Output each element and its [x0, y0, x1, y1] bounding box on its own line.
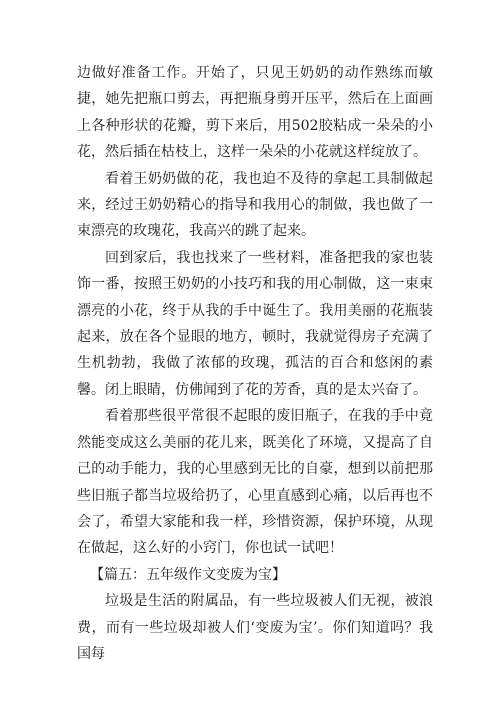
section-heading: 【篇五：五年级作文变废为宝】 [90, 566, 286, 583]
document-body [77, 60, 433, 667]
paragraph-3: 回到家后，我也找来了一些材料，准备把我的家也装饰一番，按照王奶奶的小技巧和我的用心制做，这一束束漂亮的小花，终于从我的手中诞生了。我用美丽的花瓶装起来，放在各个显眼的地方，顿时，我就觉得房子充满了生机勃勃，我做了浓郁的玫瑰，孤洁的百合和悠闲的素馨。闭上眼睛，仿佛闻到了花的芳香，真的是太兴奋了。 [77, 249, 433, 398]
paragraph-5: 垃圾是生活的附属品，有一些垃圾被人们无视，被浪费，而有一些垃圾却被人们‘变废为宝’。你们知道吗？我国每 [77, 593, 433, 662]
paragraph-4: 看着那些很平常很不起眼的废旧瓶子，在我的手中竟然能变成这么美丽的花儿来，既美化了环境，又提高了自己的动手能力，我的心里感到无比的自豪，想到以前把那些旧瓶子都当垃圾给扔了，心里直感到心痛，以后再也不会了，希望大家能和我一样，珍惜资源，保护环境，从现在做起，这么好的小窍门，你也试一试吧！ [77, 408, 433, 557]
paragraph-2: 看着王奶奶做的花，我也迫不及待的拿起工具制做起来，经过王奶奶精心的指导和我用心的制做，我也做了一束漂亮的玫瑰花，我高兴的跳了起来。 [77, 170, 433, 240]
paragraph-1: 边做好准备工作。开始了，只见王奶奶的动作熟练而敏捷，她先把瓶口剪去，再把瓶身剪开压平，然后在上面画上各种形状的花瓣，剪下来后，用502胶粘成一朵朵的小花，然后插在枯枝上，这样一朵朵的小花就这样绽放了。 [77, 65, 433, 161]
